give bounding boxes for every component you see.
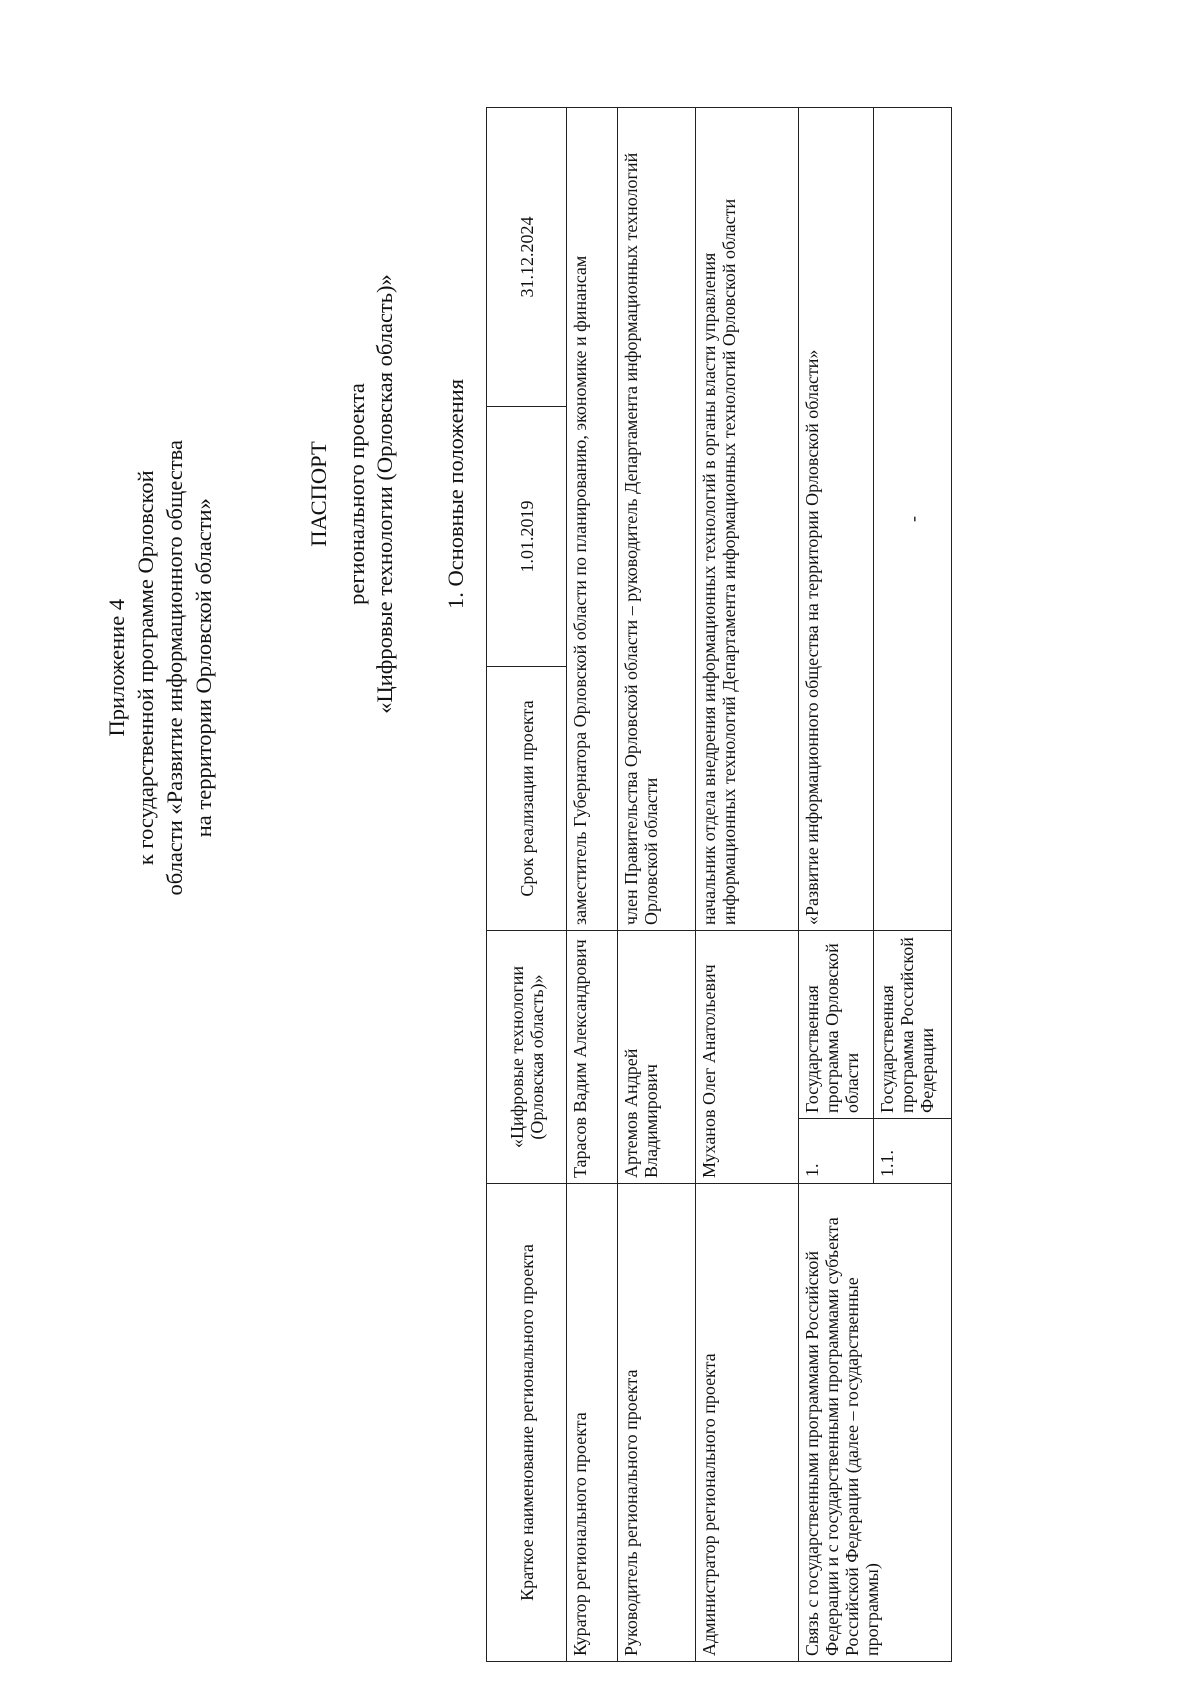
- curator-name: Тарасов Вадим Александрович: [567, 931, 618, 1184]
- link-label: Связь с государственными программами Российской Федерации и с государственными программами субъекта Российской Федерации (далее – государственные программы): [799, 1184, 952, 1662]
- project-name: «Цифровые технологии (Орловская область)»: [372, 274, 397, 714]
- term-end: 31.12.2024: [487, 108, 567, 407]
- appendix-header: [102, 440, 218, 895]
- admin-name: Муханов Олег Анатольевич: [696, 931, 799, 1184]
- appendix-number: Приложение 4: [104, 598, 129, 737]
- program-number: 1.: [799, 1119, 874, 1184]
- appendix-program-line: на территории Орловской области»: [191, 498, 216, 838]
- table-row: [696, 108, 799, 1662]
- short-name-value: «Цифровые технологии (Орловская область)»: [487, 931, 567, 1184]
- table-row: [567, 108, 618, 1662]
- admin-label: Администратор регионального проекта: [696, 1184, 799, 1662]
- appendix-program-line: области «Развитие информационного общества: [162, 440, 187, 896]
- table-row: [618, 108, 696, 1662]
- program-name: Государственная программа Орловской области: [799, 931, 874, 1119]
- program-value: -: [874, 108, 952, 931]
- program-value: «Развитие информационного общества на территории Орловской области»: [799, 108, 874, 931]
- term-label: Срок реализации проекта: [487, 667, 567, 931]
- head-label: Руководитель регионального проекта: [618, 1184, 696, 1662]
- head-position: член Правительства Орловской области – руководитель Департамента информационных технологий Орловской области: [618, 108, 696, 931]
- section-title: 1. Основные положения: [443, 379, 468, 609]
- document-heading: [305, 114, 399, 874]
- curator-label: Куратор регионального проекта: [567, 1184, 618, 1662]
- short-name-label: Краткое наименование регионального проекта: [487, 1184, 567, 1662]
- document-title: ПАСПОРТ: [306, 441, 331, 547]
- term-start: 1.01.2019: [487, 407, 567, 667]
- program-name: Государственная программа Российской Федерации: [874, 931, 952, 1119]
- table-row: [799, 108, 874, 1662]
- admin-position: начальник отдела внедрения информационных технологий в органы власти управления информационных технологий Департамента информационных технологий Орловской области: [696, 108, 799, 931]
- document-subtitle: регионального проекта: [344, 383, 369, 605]
- curator-position: заместитель Губернатора Орловской области по планированию, экономике и финансам: [567, 108, 618, 931]
- appendix-program-line: к государственной программе Орловской: [133, 470, 158, 866]
- table-row: [487, 108, 567, 1662]
- head-name: Артемов Андрей Владимирович: [618, 931, 696, 1184]
- program-number: 1.1.: [874, 1119, 952, 1184]
- passport-table: [486, 107, 952, 1662]
